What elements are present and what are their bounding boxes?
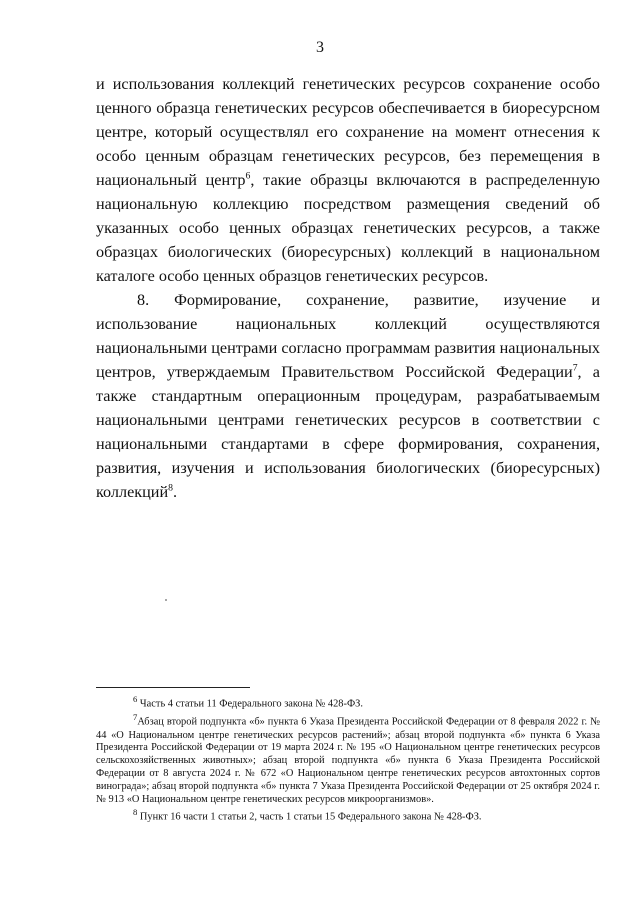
footnote-marker: 8 [133, 807, 138, 818]
footnote-reference: 6 [245, 170, 251, 182]
footnote-separator [96, 687, 250, 688]
paragraph-continuation [96, 72, 600, 288]
footnote-marker: 6 [133, 694, 138, 704]
footnote-text: Пункт 16 части 1 статьи 2, часть 1 статьи 15 Федерального закона № 428-ФЗ. [137, 811, 482, 823]
footnote-8 [96, 806, 600, 824]
body-text [96, 72, 600, 504]
scan-speck [165, 599, 167, 601]
footnote-6 [96, 693, 600, 711]
paragraph-item-8 [96, 288, 600, 504]
footnotes [96, 693, 600, 825]
paragraph-text: . [172, 483, 178, 501]
page-number: 3 [316, 39, 324, 56]
footnote-reference: 8 [168, 482, 173, 494]
footnote-text: Часть 4 статьи 11 Федерального закона № 428-ФЗ. [137, 698, 363, 710]
paragraph-text: , а также стандартным операционным процедурам, разрабатываемым национальными центрами генетических ресурсов в соответствии с национальными стандартами в сфере формирования, сохранения, развития, изучения и использования биологических (биоресурсных) коллекций [96, 363, 600, 501]
footnote-7 [96, 711, 600, 806]
paragraph-text: и использования коллекций генетических ресурсов сохранение особо ценного образца генетических ресурсов обеспечивается в биоресурсном центре, который осуществлял его сохранение на момент отнесения к особо ценным образцам генетических ресурсов, без перемещения в национальный центр [96, 75, 600, 189]
footnote-marker: 7 [133, 712, 138, 723]
paragraph-text: , такие образцы включаются в распределенную национальную коллекцию посредством размещения сведений об указанных особо ценных образцах генетических ресурсов, а также образцах биологических (биоресурсных) коллекций в национальном каталоге особо ценных образцов генетических ресурсов. [96, 171, 600, 285]
footnote-reference: 7 [572, 362, 578, 374]
paragraph-text: 8. Формирование, сохранение, развитие, изучение и использование национальных коллекций осуществляются национальными центрами согласно программам развития национальных центров, утверждаемым Правительством Российской Федерации [96, 291, 600, 381]
footnote-text: Абзац второй подпункта «б» пункта 6 Указа Президента Российской Федерации от 8 февраля 2022 г. № 44 «О Национальном центре генетических ресурсов растений»; абзац второй подпункта «б» пункта 6 Указа Президента Российской Федерации от 19 марта 2024 г. № 195 «О Национальном центре генетических ресурсов сельскохозяйственных животных»; абзац второй подпункта «б» пункта 6 Указа Президента Российской Федерации от 8 августа 2024 г. № 672 «О Национальном центре генетических ресурсов автохтонных сортов винограда»; абзац второй подпункта «б» пункта 7 Указа Президента Российской Федерации от 25 октября 2024 г. № 913 «О Национальном центре генетических ресурсов микроорганизмов». [96, 716, 600, 805]
